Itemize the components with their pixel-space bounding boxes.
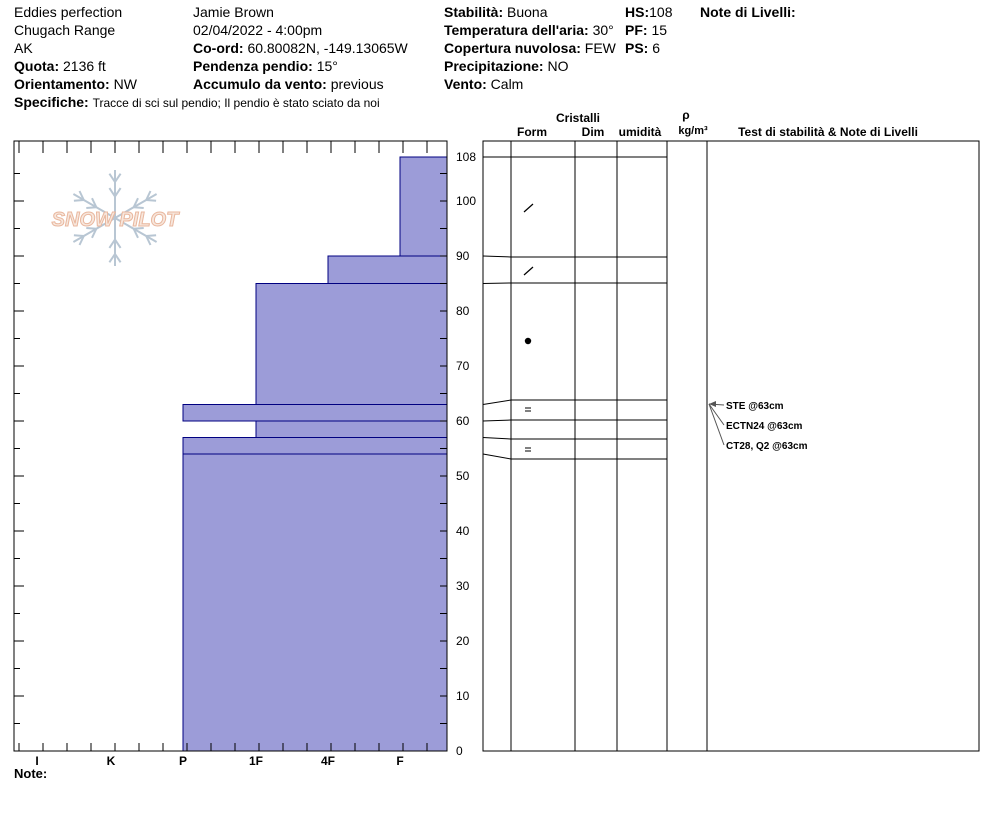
height-tick-label: 40 bbox=[456, 524, 470, 538]
hardness-tick-label: P bbox=[178, 754, 188, 768]
header-moisture: umidità bbox=[618, 125, 662, 139]
stability-test-arrow bbox=[709, 404, 724, 425]
hardness-tick-label: 4F bbox=[320, 754, 336, 768]
notes-label: Note: bbox=[14, 766, 48, 781]
grain-symbol-dot bbox=[525, 338, 531, 344]
snowpilot-logo bbox=[52, 170, 180, 266]
hardness-tick-label: K bbox=[106, 754, 116, 768]
stability-test-label: ECTN24 @63cm bbox=[726, 421, 803, 432]
height-tick-label: 0 bbox=[456, 744, 463, 758]
layer-boundary-line bbox=[483, 283, 667, 284]
elevation: Quota: 2136 ft bbox=[14, 58, 106, 74]
location-name: Eddies perfection bbox=[14, 4, 123, 20]
height-tick-label: 60 bbox=[456, 414, 470, 428]
stability: Stabilità: Buona bbox=[444, 4, 548, 20]
hardness-layer bbox=[183, 438, 447, 455]
logo-text: SNOW PILOT bbox=[51, 209, 179, 231]
height-tick-label: 20 bbox=[456, 634, 470, 648]
grain-symbol-slash bbox=[524, 204, 533, 212]
header-tests: Test di stabilità & Note di Livelli bbox=[738, 125, 918, 139]
precipitation: Precipitazione: NO bbox=[444, 58, 569, 74]
header-form: Form bbox=[517, 125, 547, 139]
hardness-layers bbox=[183, 157, 447, 751]
header-crystals: Cristalli bbox=[555, 111, 601, 125]
header-size: Dim bbox=[581, 125, 605, 139]
layer-notes-label: Note di Livelli: bbox=[700, 4, 796, 20]
air-temperature: Temperatura dell'aria: 30° bbox=[444, 22, 614, 38]
hardness-tick-label: I bbox=[35, 754, 39, 768]
hardness-tick-label: 1F bbox=[248, 754, 264, 768]
mountain-range: Chugach Range bbox=[14, 22, 116, 38]
hardness-layer bbox=[183, 454, 447, 751]
grain-symbols bbox=[524, 204, 533, 451]
specifics: Specifiche: Tracce di sci sul pendio; Il pendio è stato sciato da noi bbox=[14, 94, 380, 110]
height-tick-label: 80 bbox=[456, 304, 470, 318]
datetime: 02/04/2022 - 4:00pm bbox=[193, 22, 323, 38]
height-tick-label: 90 bbox=[456, 249, 470, 263]
hardness-layer bbox=[328, 256, 447, 284]
hardness-layer bbox=[400, 157, 447, 256]
state: AK bbox=[14, 40, 33, 56]
height-tick-label: 10 bbox=[456, 689, 470, 703]
sky-cover: Copertura nuvolosa: FEW bbox=[444, 40, 616, 56]
stability-tests bbox=[709, 401, 808, 452]
header-density-unit: kg/m³ bbox=[678, 125, 708, 137]
height-tick-label: 30 bbox=[456, 579, 470, 593]
stability-test-label: STE @63cm bbox=[726, 401, 784, 412]
wind-loading: Accumulo da vento: previous bbox=[193, 76, 384, 92]
hardness-tick-label: F bbox=[396, 754, 404, 768]
height-tick-label: 100 bbox=[456, 194, 477, 208]
observer: Jamie Brown bbox=[193, 4, 274, 20]
foot-penetration: PF: 15 bbox=[625, 22, 668, 38]
hardness-layer bbox=[256, 421, 447, 438]
height-tick-label: 70 bbox=[456, 359, 470, 373]
height-tick-label: 50 bbox=[456, 469, 470, 483]
height-tick-label: 108 bbox=[456, 150, 477, 164]
ski-penetration: PS: 6 bbox=[625, 40, 661, 56]
stability-test-label: CT28, Q2 @63cm bbox=[726, 441, 808, 452]
wind: Vento: Calm bbox=[444, 76, 524, 92]
hardness-layer bbox=[256, 284, 447, 405]
snow-height: HS:108 bbox=[625, 4, 673, 20]
hardness-layer bbox=[183, 405, 447, 422]
stability-test-arrow bbox=[709, 404, 724, 445]
slope-angle: Pendenza pendio: 15° bbox=[193, 58, 338, 74]
grain-symbol-slash bbox=[524, 267, 533, 275]
aspect: Orientamento: NW bbox=[14, 76, 137, 92]
coordinates: Co-ord: 60.80082N, -149.13065W bbox=[193, 40, 408, 56]
header-rho: ρ bbox=[682, 108, 690, 122]
